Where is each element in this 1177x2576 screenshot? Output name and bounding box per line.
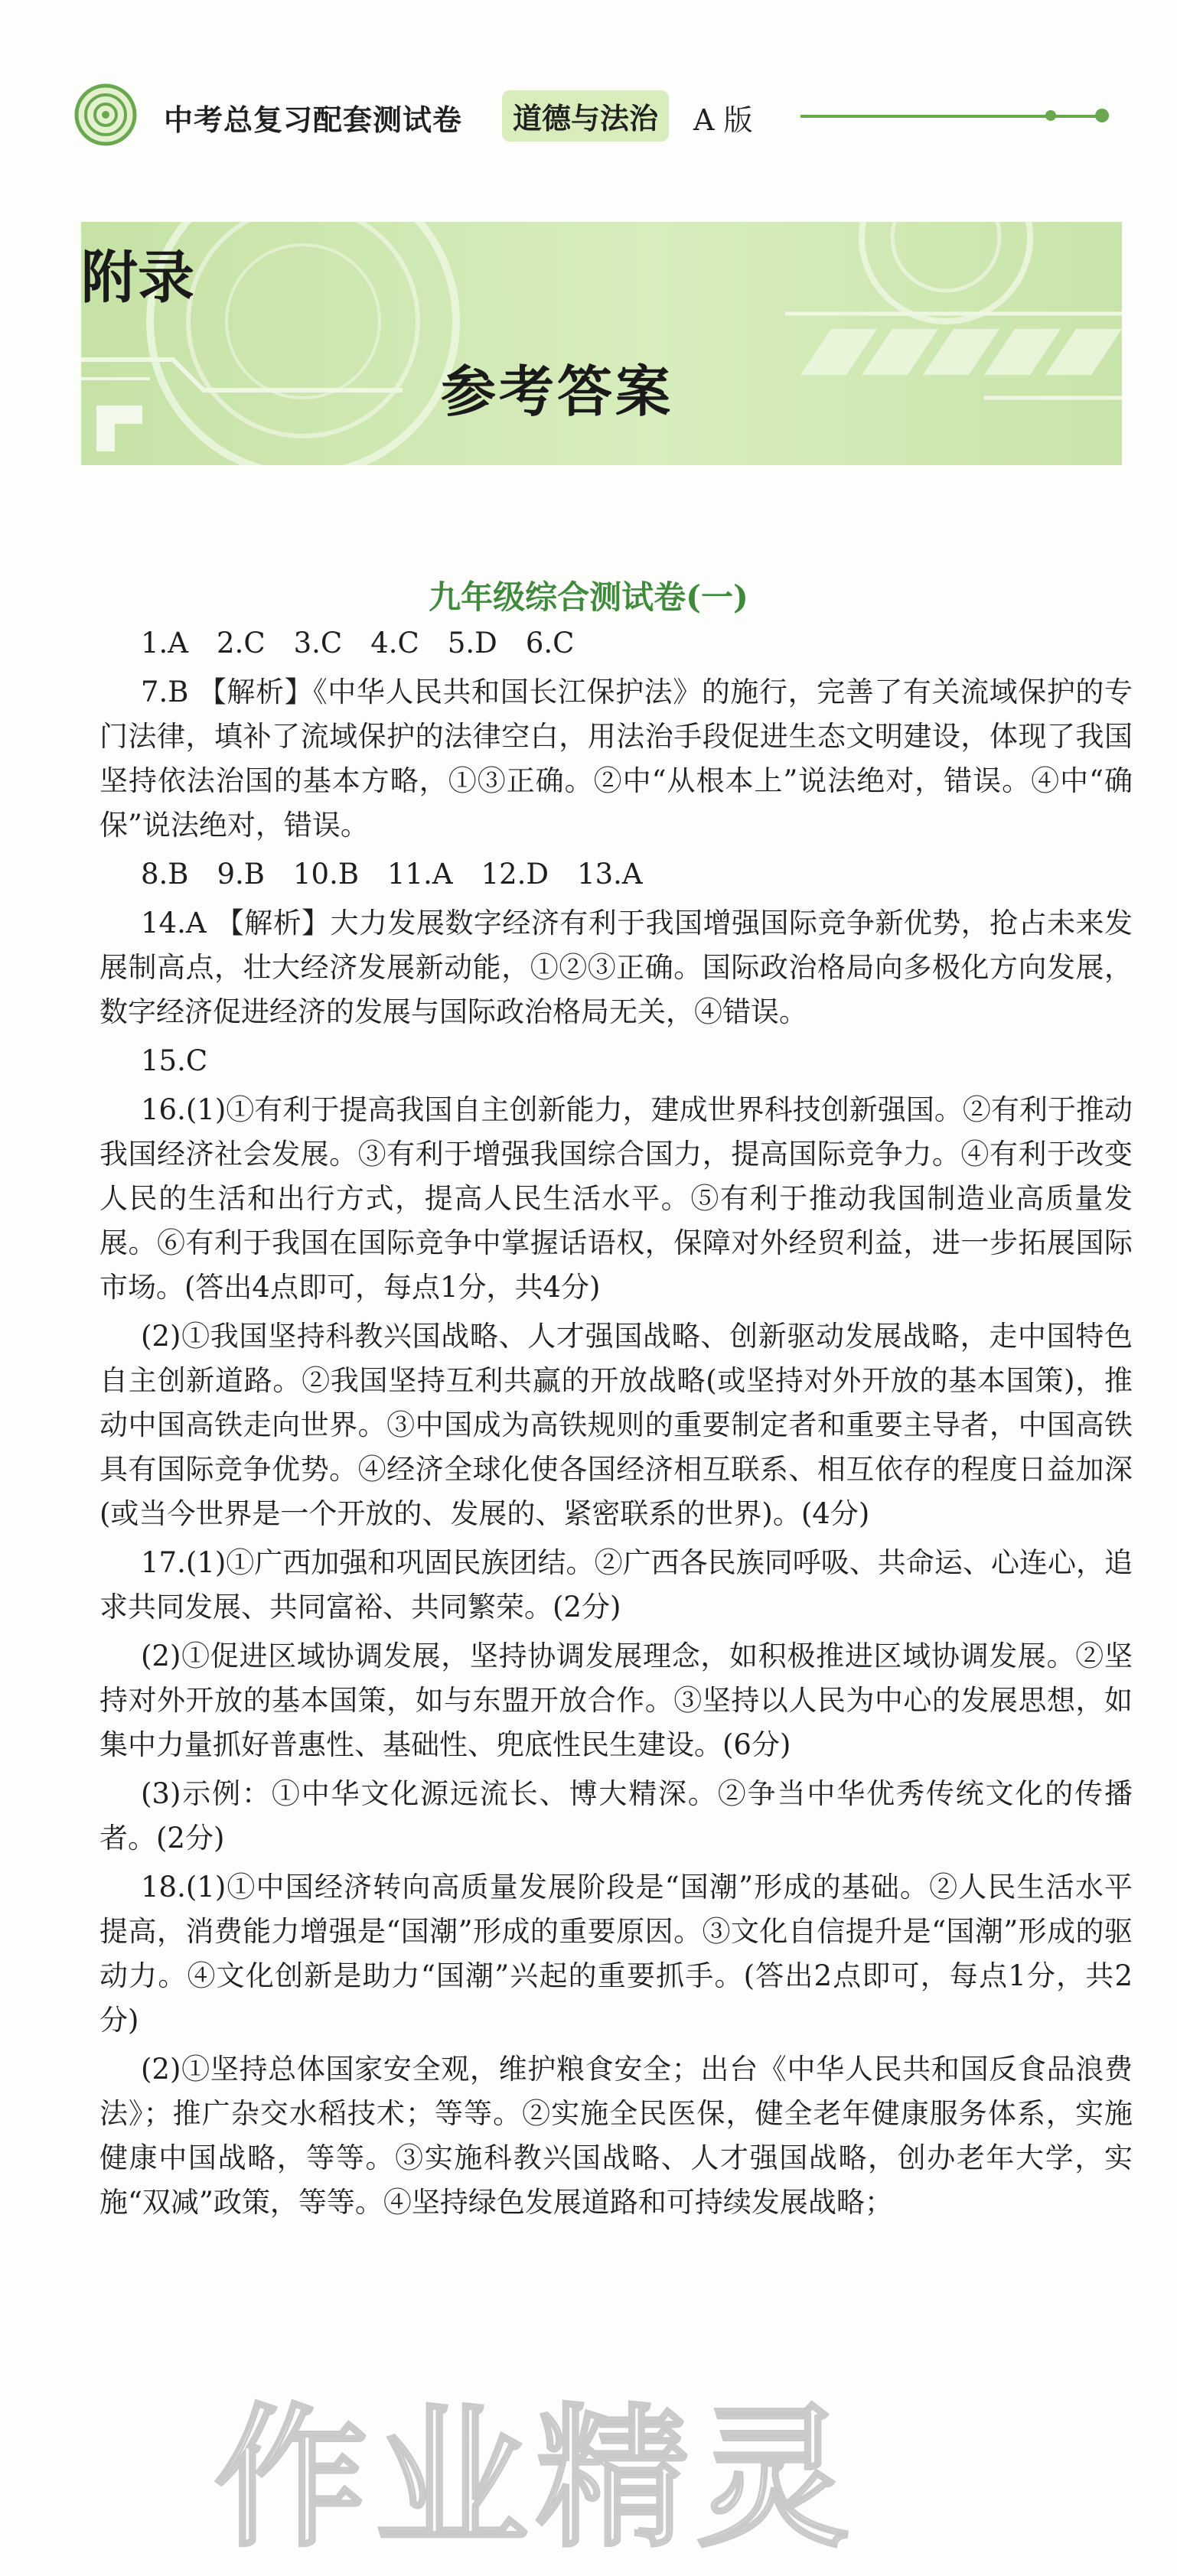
edition-label: A 版 (693, 103, 753, 137)
book-logo-icon (73, 83, 138, 147)
answer-item: (2)①促进区域协调发展，坚持协调发展理念，如积极推进区域协调发展。②坚持对外开放的基本国策，如与东盟开放合作。③坚持以人民为中心的发展思想，如集中力量抓好普惠性、基础性、兜底性民生建设。(6分) (99, 1640, 1133, 1761)
answer-list (99, 621, 1133, 2229)
answer-item: 7.B 【解析】《中华人民共和国长江保护法》的施行，完善了有关流域保护的专门法律，填补了流域保护的法律空白，用法治手段促进生态文明建设，体现了我国坚持依法治国的基本方略，①③正确。②中“从根本上”说法绝对，错误。④中“确保”说法绝对，错误。 (99, 676, 1133, 842)
answer-item: 17.(1)①广西加强和巩固民族团结。②广西各民族同呼吸、共命运、心连心，追求共同发展、共同富裕、共同繁荣。(2分) (99, 1546, 1133, 1623)
appendix-banner (81, 222, 1122, 465)
answer-item: (3)示例：①中华文化源远流长、博大精深。②争当中华优秀传统文化的传播者。(2分) (99, 1777, 1133, 1855)
header-rule-dot (1095, 109, 1109, 122)
section-title: 九年级综合测试卷(一) (429, 578, 748, 616)
header-rule-dot (1045, 110, 1056, 121)
watermark: 作业精灵 (214, 2390, 858, 2568)
appendix-heading: 附录 (81, 245, 194, 311)
answers-heading: 参考答案 (441, 360, 674, 424)
answer-item: 15.C (141, 1044, 208, 1077)
answer-item: 18.(1)①中国经济转向高质量发展阶段是“国潮”形成的基础。②人民生活水平提高，消费能力增强是“国潮”形成的重要原因。③文化自信提升是“国潮”形成的驱动力。④文化创新是助力“国潮”兴起的重要抓手。(答出2点即可，每点1分，共2分) (99, 1871, 1133, 2037)
banner-decoration (81, 222, 1122, 465)
answer-item: (2)①坚持总体国家安全观，维护粮食安全；出台《中华人民共和国反食品浪费法》；推广杂交水稻技术；等等。②实施全民医保，健全老年健康服务体系，实施健康中国战略，等等。③实施科教兴国战略、人才强国战略，创办老年大学，实施“双减”政策，等等。④坚持绿色发展道路和可持续发展战略； (99, 2053, 1133, 2219)
answer-item: 8.B 9.B 10.B 11.A 12.D 13.A (141, 858, 643, 891)
page-header (73, 77, 1114, 153)
subject-badge: 道德与法治 (502, 90, 669, 142)
answer-item: 1.A 2.C 3.C 4.C 5.D 6.C (141, 627, 575, 659)
answer-item: 14.A 【解析】大力发展数字经济有利于我国增强国际竞争新优势，抢占未来发展制高点，壮大经济发展新动能，①②③正确。国际政治格局向多极化方向发展，数字经济促进经济的发展与国际政治格局无关，④错误。 (99, 907, 1133, 1028)
answer-item: (2)①我国坚持科教兴国战略、人才强国战略、创新驱动发展战略，走中国特色自主创新道路。②我国坚持互利共赢的开放战略(或坚持对外开放的基本国策)，推动中国高铁走向世界。③中国成为高铁规则的重要制定者和重要主导者，中国高铁具有国际竞争优势。④经济全球化使各国经济相互联系、相互依存的程度日益加深(或当今世界是一个开放的、发展的、紧密联系的世界)。(4分) (99, 1320, 1133, 1530)
answer-item: 16.(1)①有利于提高我国自主创新能力，建成世界科技创新强国。②有利于推动我国经济社会发展。③有利于增强我国综合国力，提高国际竞争力。④有利于改变人民的生活和出行方式，提高人民生活水平。⑤有利于推动我国制造业高质量发展。⑥有利于我国在国际竞争中掌握话语权，保障对外经贸利益，进一步拓展国际市场。(答出4点即可，每点1分，共4分) (99, 1093, 1133, 1304)
book-title: 中考总复习配套测试卷 (164, 103, 463, 137)
